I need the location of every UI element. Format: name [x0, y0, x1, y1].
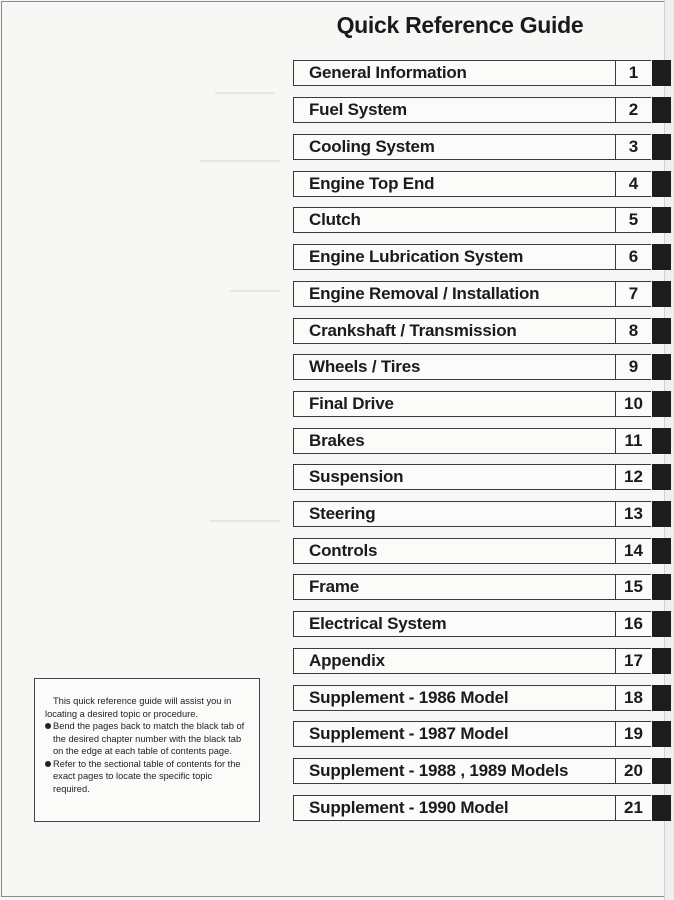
toc-label: Clutch: [293, 207, 615, 233]
note-bullet-text: Bend the pages back to match the black tab of the desired chapter number with the black tab on the edge at each table of contents page.: [53, 721, 245, 756]
toc-label: Engine Lubrication System: [293, 244, 615, 270]
toc-label: Final Drive: [293, 391, 615, 417]
toc-label: Supplement - 1986 Model: [293, 685, 615, 711]
edge-tab-14[interactable]: [652, 538, 671, 564]
toc-number: 4: [615, 171, 651, 197]
toc-label: Steering: [293, 501, 615, 527]
toc-label: Supplement - 1990 Model: [293, 795, 615, 821]
toc-label: Controls: [293, 538, 615, 564]
toc-label: Appendix: [293, 648, 615, 674]
edge-tab-18[interactable]: [652, 685, 671, 711]
note-bullet-item: [45, 758, 251, 796]
edge-tab-3[interactable]: [652, 134, 671, 160]
usage-note-box: [34, 678, 260, 822]
toc-row-crankshaft-transmission[interactable]: [293, 318, 653, 344]
page-title: Quick Reference Guide: [336, 12, 584, 38]
toc-row-fuel-system[interactable]: [293, 97, 653, 123]
toc-number: 14: [615, 538, 651, 564]
toc-number: 13: [615, 501, 651, 527]
toc-row-suspension[interactable]: [293, 464, 653, 490]
edge-tab-6[interactable]: [652, 244, 671, 270]
toc-row-clutch[interactable]: [293, 207, 653, 233]
edge-tab-9[interactable]: [652, 354, 671, 380]
note-bullet-list: [45, 720, 251, 795]
toc-row-electrical-system[interactable]: [293, 611, 653, 637]
toc-label: Supplement - 1987 Model: [293, 721, 615, 747]
show-through-mark: [230, 290, 280, 292]
toc-row-controls[interactable]: [293, 538, 653, 564]
toc-number: 19: [615, 721, 651, 747]
toc-number: 10: [615, 391, 651, 417]
toc-row-brakes[interactable]: [293, 428, 653, 454]
edge-tab-10[interactable]: [652, 391, 671, 417]
toc-label: Fuel System: [293, 97, 615, 123]
toc-label: Brakes: [293, 428, 615, 454]
edge-tab-1[interactable]: [652, 60, 671, 86]
toc-row-supplement-1986[interactable]: [293, 685, 653, 711]
toc-row-engine-removal-installation[interactable]: [293, 281, 653, 307]
toc-row-engine-top-end[interactable]: [293, 171, 653, 197]
toc-label: Wheels / Tires: [293, 354, 615, 380]
toc-label: Cooling System: [293, 134, 615, 160]
toc-row-supplement-1987[interactable]: [293, 721, 653, 747]
edge-tab-15[interactable]: [652, 574, 671, 600]
toc-number: 11: [615, 428, 651, 454]
toc-label: Supplement - 1988 , 1989 Models: [293, 758, 615, 784]
toc-number: 5: [615, 207, 651, 233]
toc-number: 3: [615, 134, 651, 160]
toc-number: 12: [615, 464, 651, 490]
toc-label: Suspension: [293, 464, 615, 490]
bullet-icon: [45, 723, 51, 729]
edge-tab-4[interactable]: [652, 171, 671, 197]
note-intro: This quick reference guide will assist you in locating a desired topic or procedure.: [45, 696, 232, 719]
toc-row-steering[interactable]: [293, 501, 653, 527]
note-bullet-item: [45, 720, 251, 758]
toc-row-frame[interactable]: [293, 574, 653, 600]
edge-tab-11[interactable]: [652, 428, 671, 454]
toc-number: 1: [615, 60, 651, 86]
edge-tab-19[interactable]: [652, 721, 671, 747]
edge-tab-12[interactable]: [652, 464, 671, 490]
toc-label: General Information: [293, 60, 615, 86]
edge-tab-2[interactable]: [652, 97, 671, 123]
toc-row-supplement-1988-1989[interactable]: [293, 758, 653, 784]
toc-number: 16: [615, 611, 651, 637]
toc-label: Frame: [293, 574, 615, 600]
toc-row-engine-lubrication-system[interactable]: [293, 244, 653, 270]
toc-label: Engine Top End: [293, 171, 615, 197]
toc-number: 6: [615, 244, 651, 270]
toc-row-wheels-tires[interactable]: [293, 354, 653, 380]
toc-number: 21: [615, 795, 651, 821]
show-through-mark: [200, 160, 280, 162]
toc-label: Crankshaft / Transmission: [293, 318, 615, 344]
toc-number: 2: [615, 97, 651, 123]
toc-number: 8: [615, 318, 651, 344]
note-bullet-text: Refer to the sectional table of contents for the exact pages to locate the specific topic required.: [53, 758, 241, 794]
toc-number: 17: [615, 648, 651, 674]
toc-row-cooling-system[interactable]: [293, 134, 653, 160]
edge-tab-16[interactable]: [652, 611, 671, 637]
toc-number: 18: [615, 685, 651, 711]
toc-label: Electrical System: [293, 611, 615, 637]
toc-number: 7: [615, 281, 651, 307]
toc-label: Engine Removal / Installation: [293, 281, 615, 307]
toc-row-general-information[interactable]: [293, 60, 653, 86]
toc-number: 9: [615, 354, 651, 380]
toc-row-supplement-1990[interactable]: [293, 795, 653, 821]
toc-row-appendix[interactable]: [293, 648, 653, 674]
toc-number: 15: [615, 574, 651, 600]
show-through-mark: [215, 92, 275, 94]
edge-tab-5[interactable]: [652, 207, 671, 233]
edge-tab-7[interactable]: [652, 281, 671, 307]
show-through-mark: [210, 520, 280, 522]
toc-row-final-drive[interactable]: [293, 391, 653, 417]
edge-tab-13[interactable]: [652, 501, 671, 527]
edge-tab-21[interactable]: [652, 795, 671, 821]
edge-tab-8[interactable]: [652, 318, 671, 344]
edge-tab-17[interactable]: [652, 648, 671, 674]
toc-number: 20: [615, 758, 651, 784]
bullet-icon: [45, 761, 51, 767]
edge-tab-20[interactable]: [652, 758, 671, 784]
